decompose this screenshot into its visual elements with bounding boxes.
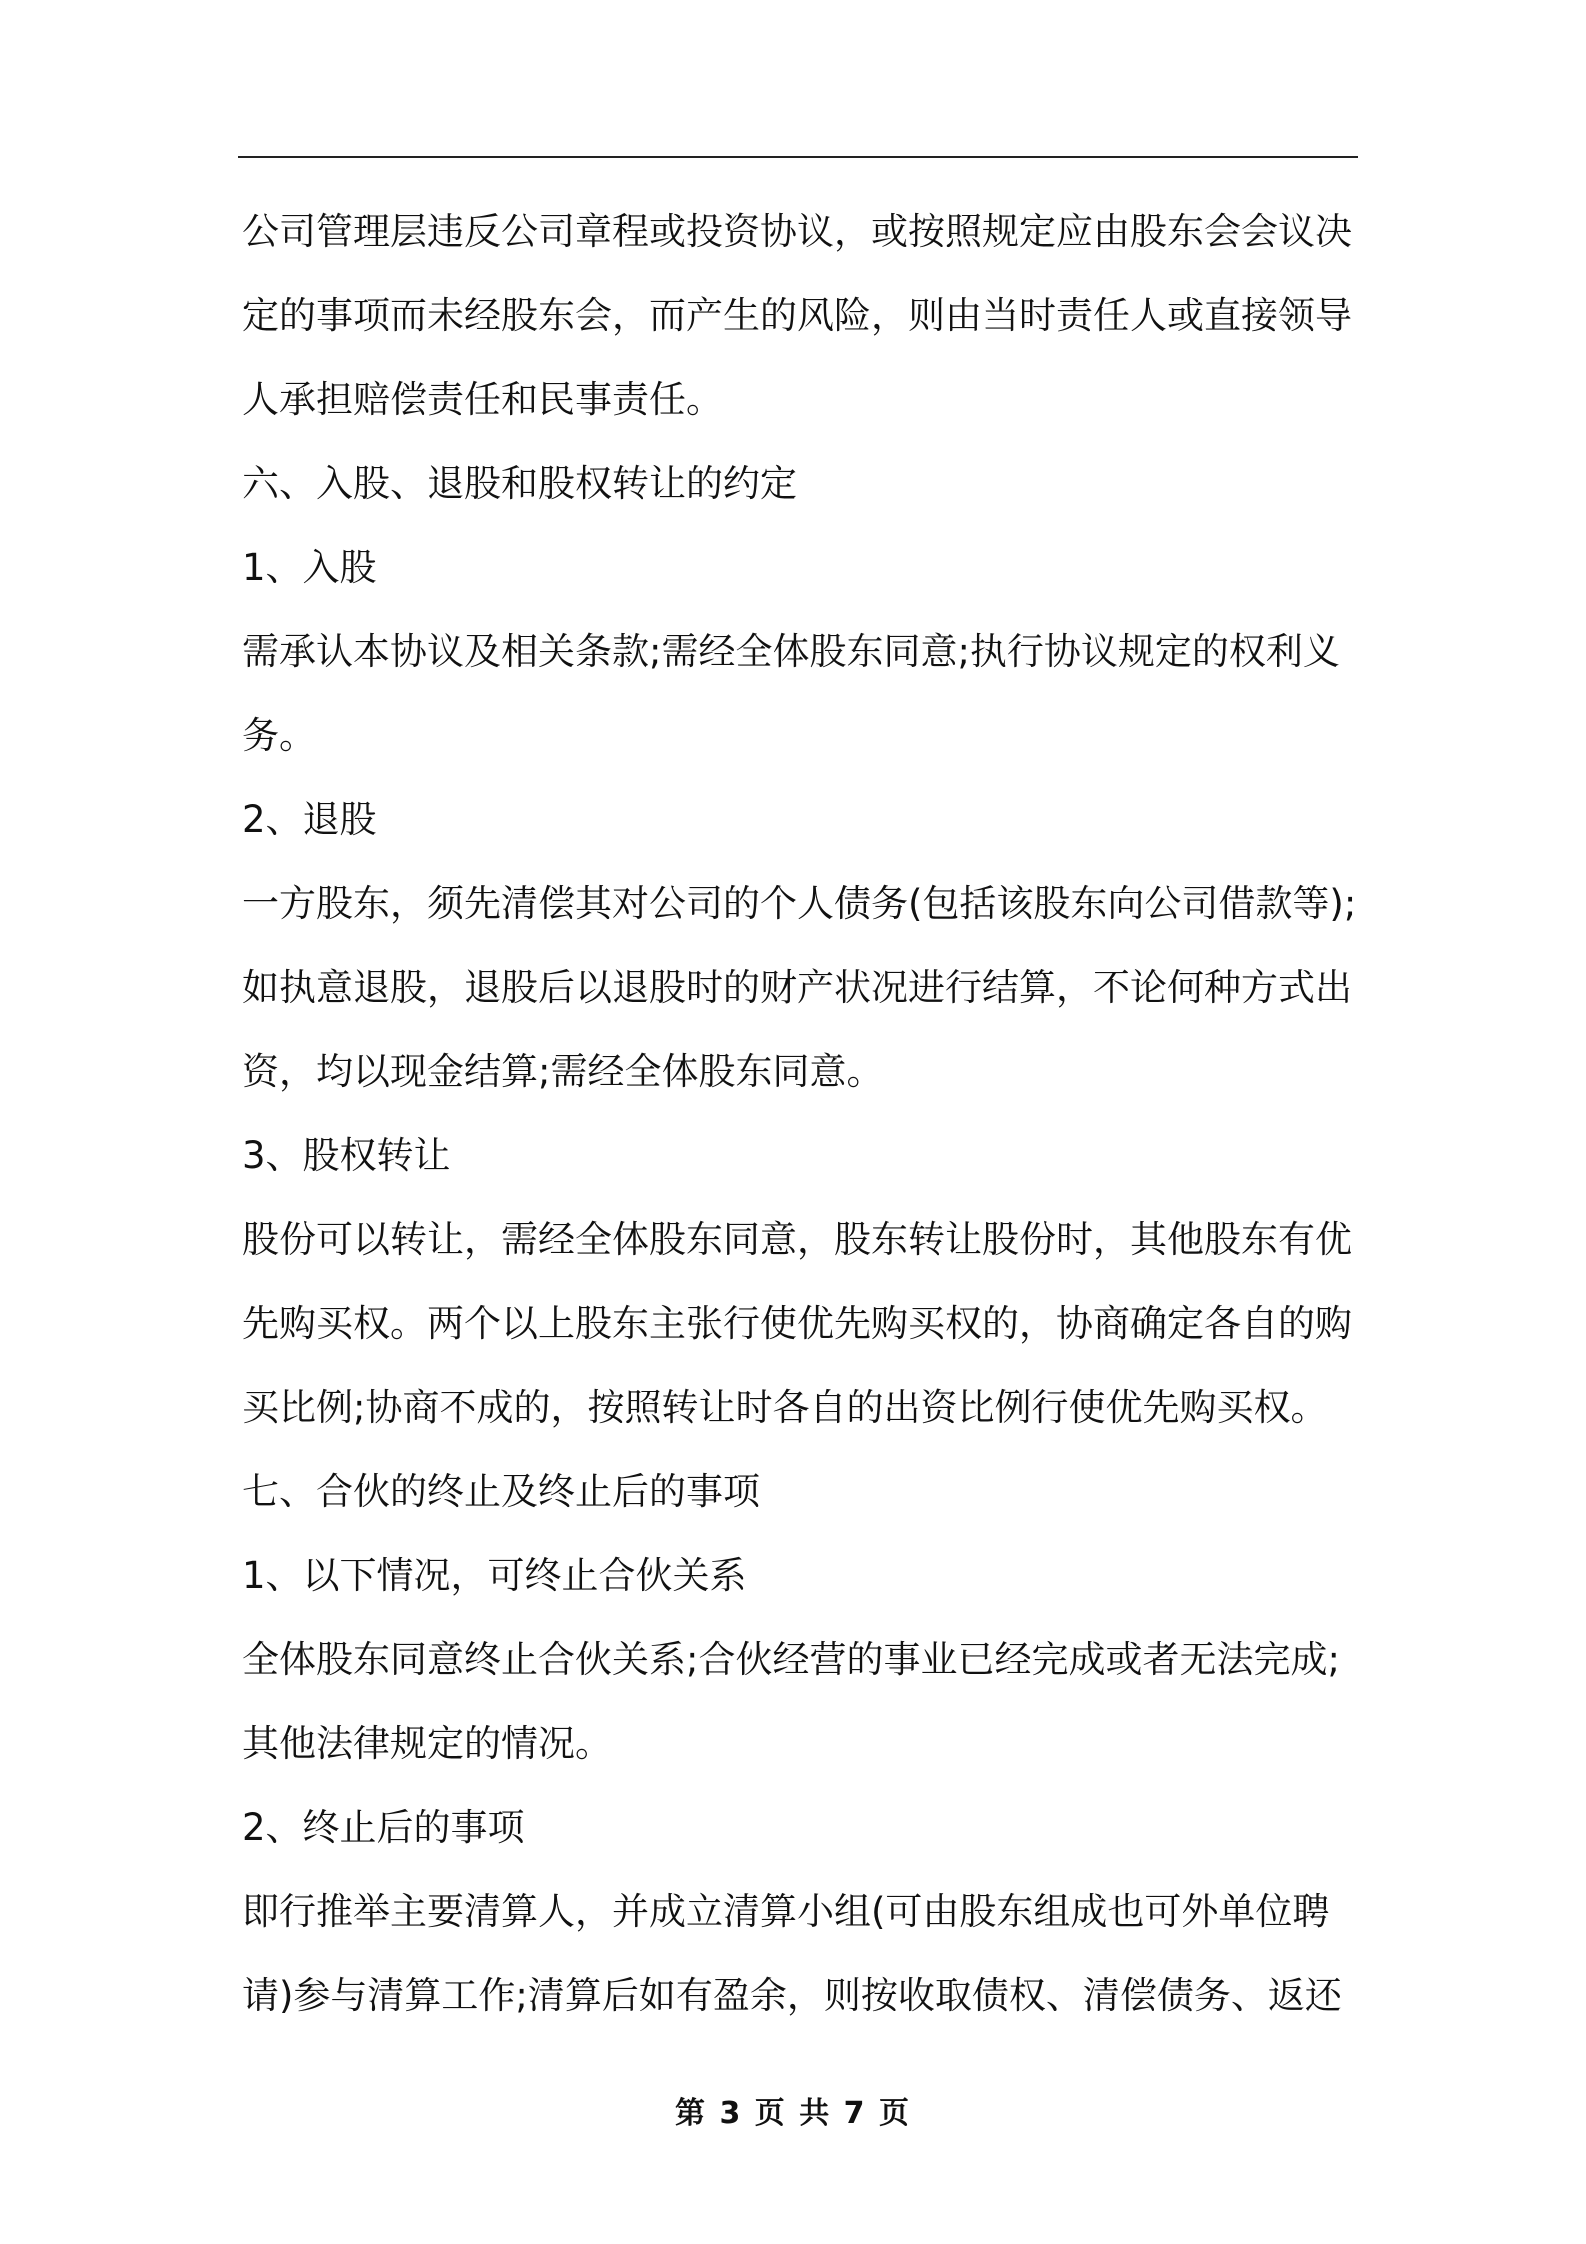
text-line: 如执意退股，退股后以退股时的财产状况进行结算，不论何种方式出 bbox=[242, 966, 1352, 1009]
text-line: 请)参与清算工作;清算后如有盈余，则按收取债权、清偿债务、返还 bbox=[242, 1974, 1342, 2017]
text-line: 一方股东，须先清偿其对公司的个人债务(包括该股东向公司借款等); bbox=[242, 882, 1357, 925]
text-line: 务。 bbox=[242, 714, 316, 757]
header-rule bbox=[238, 156, 1358, 158]
text-line: 股份可以转让，需经全体股东同意，股东转让股份时，其他股东有优 bbox=[242, 1218, 1352, 1261]
text-line: 公司管理层违反公司章程或投资协议，或按照规定应由股东会会议决 bbox=[242, 210, 1352, 253]
text-line: 买比例;协商不成的，按照转让时各自的出资比例行使优先购买权。 bbox=[242, 1386, 1328, 1429]
text-line: 先购买权。两个以上股东主张行使优先购买权的，协商确定各自的购 bbox=[242, 1302, 1352, 1345]
page-number: 第 3 页 共 7 页 bbox=[675, 2096, 911, 2131]
text-line: 全体股东同意终止合伙关系;合伙经营的事业已经完成或者无法完成; bbox=[242, 1638, 1340, 1681]
text-line: 其他法律规定的情况。 bbox=[242, 1722, 612, 1765]
subsection-heading: 1、以下情况，可终止合伙关系 bbox=[242, 1554, 747, 1597]
text-line: 资，均以现金结算;需经全体股东同意。 bbox=[242, 1050, 884, 1093]
subsection-heading: 3、股权转让 bbox=[242, 1134, 451, 1177]
text-line: 定的事项而未经股东会，而产生的风险，则由当时责任人或直接领导 bbox=[242, 294, 1352, 337]
subsection-heading: 2、终止后的事项 bbox=[242, 1806, 525, 1849]
subsection-heading: 1、入股 bbox=[242, 546, 377, 589]
text-line: 即行推举主要清算人，并成立清算小组(可由股东组成也可外单位聘 bbox=[242, 1890, 1330, 1933]
section-heading: 六、入股、退股和股权转让的约定 bbox=[242, 462, 797, 505]
subsection-heading: 2、退股 bbox=[242, 798, 377, 841]
text-line: 需承认本协议及相关条款;需经全体股东同意;执行协议规定的权利义 bbox=[242, 630, 1340, 673]
section-heading: 七、合伙的终止及终止后的事项 bbox=[242, 1470, 760, 1513]
text-line: 人承担赔偿责任和民事责任。 bbox=[242, 378, 723, 421]
document-body bbox=[242, 190, 1358, 2038]
